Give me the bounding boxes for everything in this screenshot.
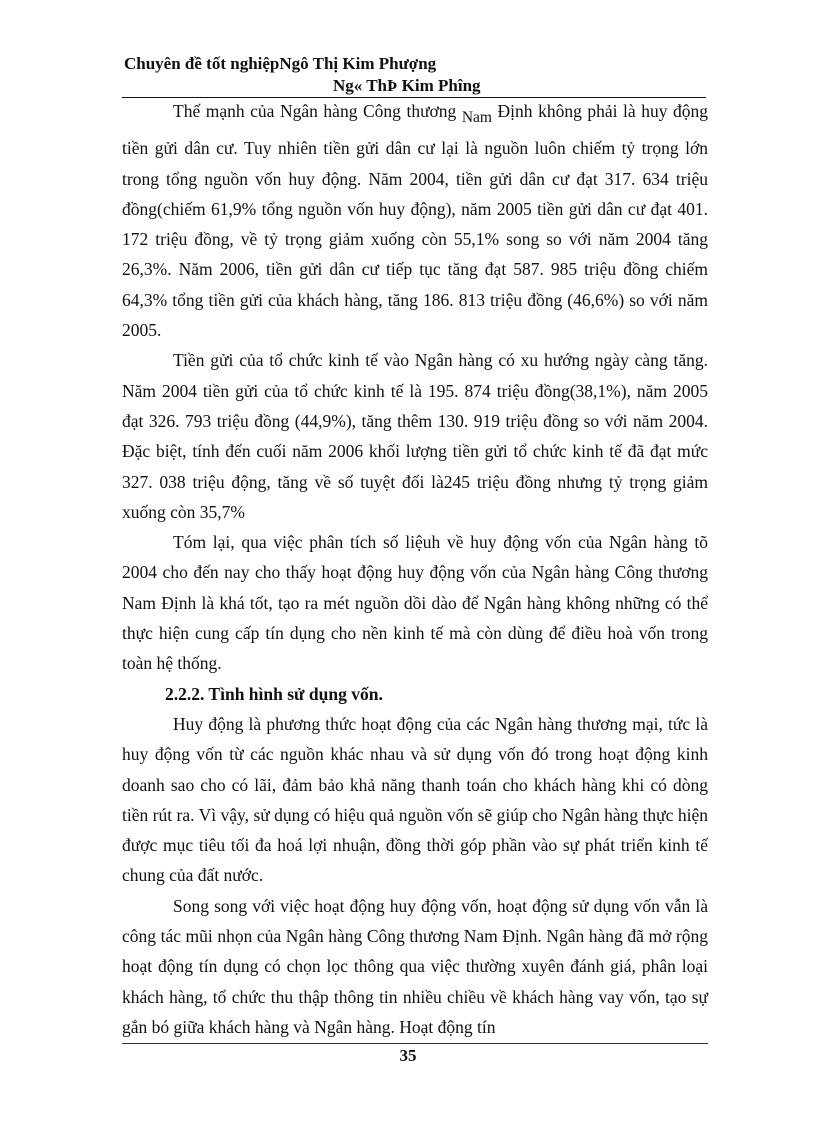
footer-divider: [122, 1043, 708, 1044]
paragraph-capital-mobilization: Huy động là phương thức hoạt động của các Ngân hàng thương mại, tức là huy động vốn từ các nguồn khác nhau và sử dụng vốn đó trong hoạt động kinh doanh sao cho có lãi, đảm bảo khả năng thanh toán cho khách hàng khi có dòng tiền rút ra. Vì vậy, sử dụng có hiệu quả nguồn vốn sẽ giúp cho Ngân hàng thực hiện được mục tiêu tối đa hoá lợi nhuận, đồng thời góp phần vào sự phát triển kinh tế chung của đất nước.: [122, 713, 708, 886]
paragraph-household-deposits: [122, 96, 708, 345]
paragraph-capital-usage: Song song với việc hoạt động huy động vốn, hoạt động sử dụng vốn vẫn là công tác mũi nhọn của Ngân hàng Công thương Nam Định. Ngân hàng đã mở rộng hoạt động tín dụng có chọn lọc thông qua việc thường xuyên đánh giá, phân loại khách hàng, tổ chức thu thập thông tin nhiều chiều về khách hàng vay vốn, tạo sự gắn bó giữa khách hàng và Ngân hàng. Hoạt động tín: [122, 895, 708, 1037]
header-author-garbled: Ng« ThÞ Kim Phîng: [333, 76, 481, 95]
section-heading: 2.2.2. Tình hình sử dụng vốn.: [165, 683, 383, 704]
page-number: 35: [399, 1046, 417, 1065]
paragraph-text: Định không phải là huy động tiền gửi dân cư. Tuy nhiên tiền gửi dân cư lại là nguồn luôn chiếm tỷ trọng lớn trong tổng nguồn vốn huy động. Năm 2004, tiền gửi dân cư đạt 317. 634 triệu đồng(chiếm 61,9% tổng nguồn vốn huy động), năm 2005 tiền gửi dân cư đạt 401. 172 triệu đồng, về tỷ trọng giảm xuống còn 55,1% song so với năm 2004 tăng 26,3%. Năm 2006, tiền gửi dân cư tiếp tục tăng đạt 587. 985 triệu đồng chiếm 64,3% tổng tiền gửi của khách hàng, tăng 186. 813 triệu đồng (46,6%) so với năm 2005.: [122, 101, 708, 341]
paragraph-text: Thế mạnh của Ngân hàng Công thương: [173, 101, 462, 121]
header-title: Chuyên đề tốt nghiệpNgô Thị Kim Phượng: [124, 54, 437, 73]
paragraph-economic-org-deposits: Tiền gửi của tổ chức kinh tế vào Ngân hàng có xu hướng ngày càng tăng. Năm 2004 tiền gửi của tổ chức kinh tế là 195. 874 triệu đồng(38,1%), năm 2005 đạt 326. 793 triệu đồng (44,9%), tăng thêm 130. 919 triệu đồng so với năm 2004. Đặc biệt, tính đến cuối năm 2006 khối lượng tiền gửi tổ chức kinh tế đã đạt mức 327. 038 triệu động, tăng về số tuyệt đối là245 triệu đồng nhưng tỷ trọng giảm xuống còn 35,7%: [122, 350, 708, 522]
subscript-word: Nam: [461, 109, 492, 126]
paragraph-summary: Tóm lại, qua việc phân tích số liệuh về huy động vốn của Ngân hàng tõ 2004 cho đến nay cho thấy hoạt động huy động vốn của Ngân hàng Công thương Nam Định là khá tốt, tạo ra mét nguồn dồi dào để Ngân hàng không những có thể thực hiện cung cấp tín dụng cho nền kinh tế mà còn dùng để điều hoà vốn trong toàn hệ thống.: [122, 532, 708, 674]
document-body: [122, 96, 708, 1042]
